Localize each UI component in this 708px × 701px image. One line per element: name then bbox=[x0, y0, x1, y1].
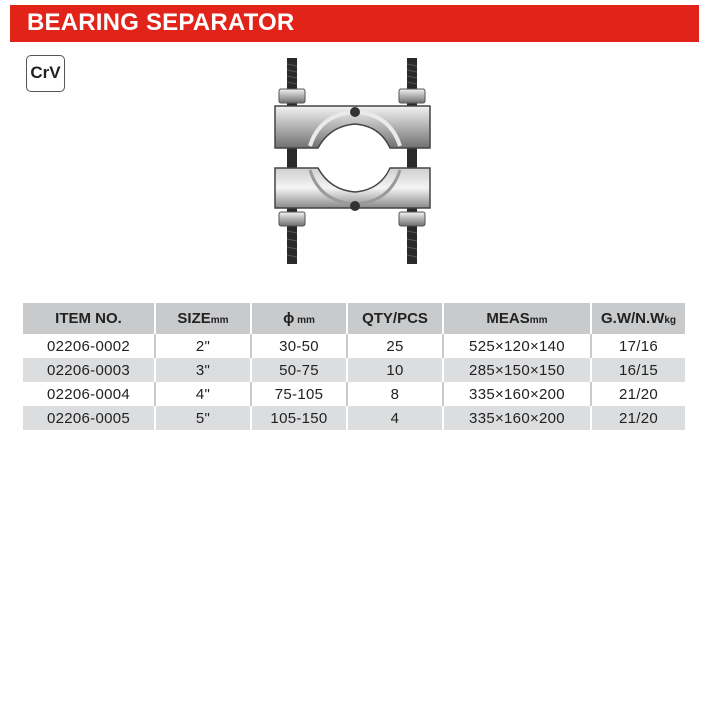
cell-item-no: 02206-0002 bbox=[23, 334, 156, 358]
material-badge: CrV bbox=[26, 55, 65, 92]
bearing-separator-icon bbox=[270, 56, 440, 266]
col-qty: QTY/PCS bbox=[348, 303, 444, 334]
cell-diameter: 50-75 bbox=[252, 358, 348, 382]
table-row bbox=[23, 382, 685, 406]
col-size: SIZEmm bbox=[156, 303, 252, 334]
col-item-no: ITEM NO. bbox=[23, 303, 156, 334]
title-bar bbox=[10, 5, 699, 42]
cell-qty: 8 bbox=[348, 382, 444, 406]
cell-size: 2" bbox=[156, 334, 252, 358]
cell-size: 3" bbox=[156, 358, 252, 382]
table-row bbox=[23, 358, 685, 382]
cell-meas: 285×150×150 bbox=[444, 358, 592, 382]
cell-weight: 21/20 bbox=[618, 385, 659, 403]
page-title: BEARING SEPARATOR bbox=[27, 9, 295, 36]
col-weight: G.W/N.Wkg bbox=[592, 303, 685, 334]
cell-item-no: 02206-0005 bbox=[23, 406, 156, 430]
spec-table bbox=[23, 303, 685, 430]
cell-size: 5" bbox=[156, 406, 252, 430]
cell-qty: 4 bbox=[348, 406, 444, 430]
cell-meas: 525×120×140 bbox=[444, 334, 592, 358]
cell-weight: 17/16 bbox=[618, 337, 659, 355]
cell-meas: 335×160×200 bbox=[444, 382, 592, 406]
cell-size: 4" bbox=[156, 382, 252, 406]
cell-item-no: 02206-0004 bbox=[23, 382, 156, 406]
cell-qty: 25 bbox=[348, 334, 444, 358]
table-row bbox=[23, 406, 685, 430]
cell-diameter: 30-50 bbox=[252, 334, 348, 358]
cell-diameter: 105-150 bbox=[252, 406, 348, 430]
table-header-row bbox=[23, 303, 685, 334]
cell-meas: 335×160×200 bbox=[444, 406, 592, 430]
cell-item-no: 02206-0003 bbox=[23, 358, 156, 382]
cell-qty: 10 bbox=[348, 358, 444, 382]
table-row bbox=[23, 334, 685, 358]
cell-weight: 16/15 bbox=[592, 358, 685, 382]
cell-diameter: 75-105 bbox=[252, 382, 348, 406]
col-diameter: ϕ mm bbox=[252, 303, 348, 334]
cell-weight: 21/20 bbox=[592, 406, 685, 430]
col-meas: MEASmm bbox=[444, 303, 592, 334]
